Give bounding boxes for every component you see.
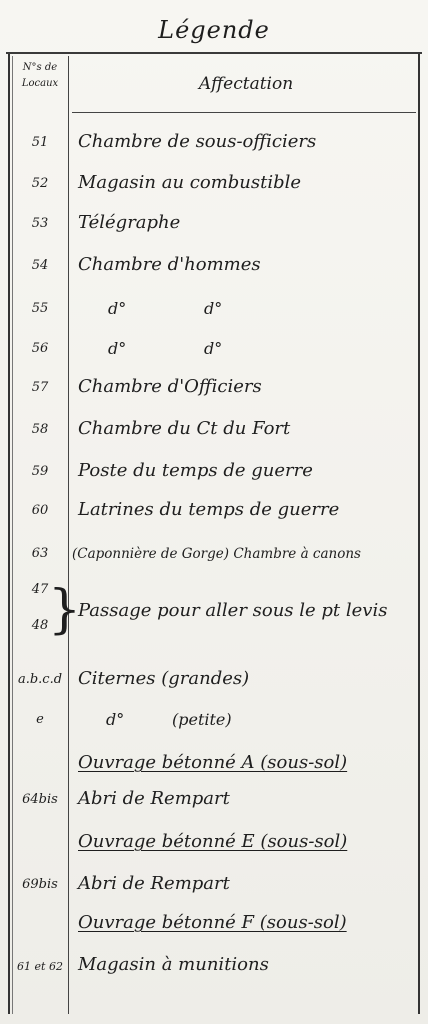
room-affectation: (Caponnière de Gorge) Chambre à canons xyxy=(72,546,361,562)
room-number: 53 xyxy=(31,216,49,231)
table-row xyxy=(0,494,428,530)
room-number: 60 xyxy=(31,503,49,518)
room-affectation: Magasin à munitions xyxy=(78,954,269,975)
header-room-number xyxy=(14,60,66,92)
room-number: 69bis xyxy=(22,877,58,892)
legend-title: Légende xyxy=(158,16,270,44)
ditto-mark: d° xyxy=(204,299,223,318)
grouping-brace: } xyxy=(48,580,82,640)
room-number: 48 xyxy=(31,618,49,633)
room-number: e xyxy=(36,712,44,727)
room-number: 57 xyxy=(31,380,49,395)
room-number: 61 et 62 xyxy=(17,960,63,973)
room-affectation: Chambre d'hommes xyxy=(78,254,261,275)
table-row xyxy=(0,371,428,407)
table-row xyxy=(0,455,428,491)
room-affectation: Ouvrage bétonné F (sous-sol) xyxy=(78,912,347,933)
room-affectation: (petite) xyxy=(172,710,232,729)
table-row xyxy=(0,949,428,985)
room-number: a.b.c.d xyxy=(17,672,63,687)
table-row xyxy=(0,207,428,243)
table-row xyxy=(0,167,428,203)
room-affectation: Poste du temps de guerre xyxy=(78,460,313,481)
room-number: 59 xyxy=(31,464,49,479)
table-row xyxy=(0,747,428,783)
room-number: 52 xyxy=(31,176,49,191)
room-number: 63 xyxy=(31,546,49,561)
table-row xyxy=(0,249,428,285)
header-underline xyxy=(72,112,416,113)
room-number: 64bis xyxy=(22,792,58,807)
room-number: 47 xyxy=(31,582,49,597)
table-row xyxy=(0,413,428,449)
room-affectation: Télégraphe xyxy=(78,212,181,233)
room-affectation: Ouvrage bétonné A (sous-sol) xyxy=(78,752,348,773)
room-number: 58 xyxy=(31,422,49,437)
room-affectation: Abri de Rempart xyxy=(78,873,230,894)
room-affectation: Chambre du Ct du Fort xyxy=(78,418,291,439)
room-number: 54 xyxy=(31,258,49,273)
room-affectation: Citernes (grandes) xyxy=(78,668,250,689)
room-affectation: Latrines du temps de guerre xyxy=(78,499,340,520)
table-row xyxy=(0,663,428,699)
table-row xyxy=(0,826,428,862)
table-top-border xyxy=(6,52,422,54)
header-num-line2: Locaux xyxy=(21,78,59,89)
table-row xyxy=(0,292,428,328)
table-row xyxy=(0,703,428,739)
room-affectation: Abri de Rempart xyxy=(78,788,230,809)
room-affectation: Ouvrage bétonné E (sous-sol) xyxy=(78,831,348,852)
table-row xyxy=(0,126,428,162)
ditto-mark: d° xyxy=(106,710,125,729)
header-num-line1: N°s de xyxy=(22,62,58,73)
ditto-mark: d° xyxy=(108,299,127,318)
table-row xyxy=(0,868,428,904)
header-affectation: Affectation xyxy=(198,74,294,94)
room-number: 51 xyxy=(31,135,49,150)
room-affectation: Chambre de sous-officiers xyxy=(78,131,317,152)
table-row xyxy=(0,783,428,819)
room-affectation: Chambre d'Officiers xyxy=(78,376,262,397)
ditto-mark: d° xyxy=(204,339,223,358)
table-row xyxy=(0,332,428,368)
ditto-mark: d° xyxy=(108,339,127,358)
table-row xyxy=(0,907,428,943)
room-number: 55 xyxy=(31,301,49,316)
room-affectation: Passage pour aller sous le pt levis xyxy=(78,600,388,621)
table-row xyxy=(0,537,428,573)
room-affectation: Magasin au combustible xyxy=(78,172,302,193)
room-number: 56 xyxy=(31,341,49,356)
